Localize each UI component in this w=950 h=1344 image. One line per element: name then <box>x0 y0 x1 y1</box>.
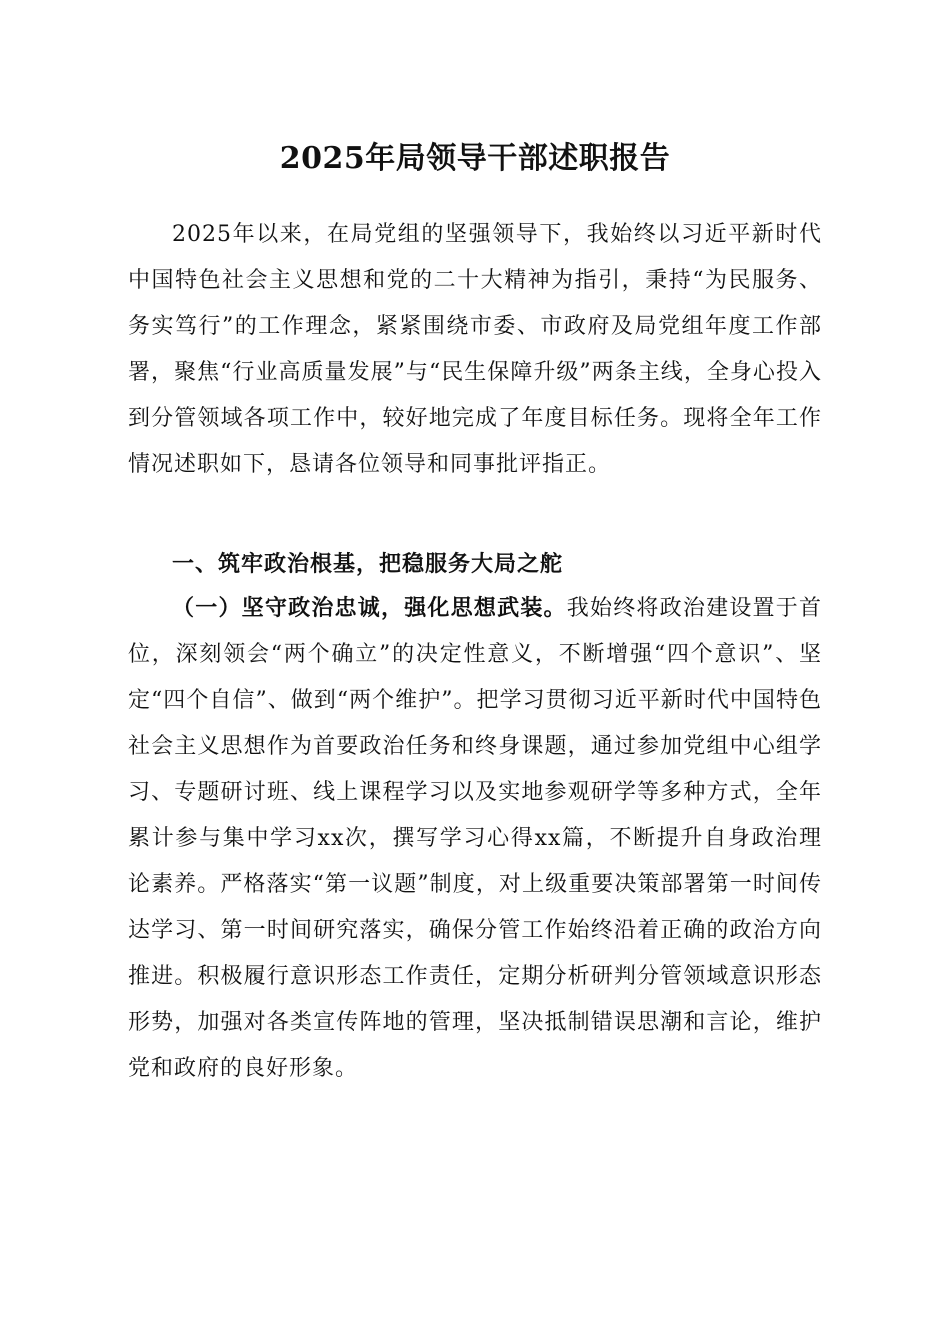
subsection-1-lead: （一）坚守政治忠诚，强化思想武装。 <box>172 596 567 621</box>
subsection-1-paragraph <box>128 586 822 1092</box>
intro-paragraph: 2025年以来，在局党组的坚强领导下，我始终以习近平新时代中国特色社会主义思想和党的二十大精神为指引，秉持“为民服务、务实笃行”的工作理念，紧紧围绕市委、市政府及局党组年度工作部署，聚焦“行业高质量发展”与“民生保障升级”两条主线，全身心投入到分管领域各项工作中，较好地完成了年度目标任务。现将全年工作情况述职如下，恳请各位领导和同事批评指正。 <box>128 222 822 477</box>
document-title: 2025年局领导干部述职报告 <box>279 141 671 176</box>
subsection-1-body: 我始终将政治建设置于首位，深刻领会“两个确立”的决定性意义，不断增强“四个意识”、坚定“四个自信”、做到“两个维护”。把学习贯彻习近平新时代中国特色社会主义思想作为首要政治任务和终身课题，通过参加党组中心组学习、专题研讨班、线上课程学习以及实地参观研学等多种方式，全年累计参与集中学习xx次，撰写学习心得xx篇，不断提升自身政治理论素养。严格落实“第一议题”制度，对上级重要决策部署第一时间传达学习、第一时间研究落实，确保分管工作始终沿着正确的政治方向推进。积极履行意识形态工作责任，定期分析研判分管领域意识形态形势，加强对各类宣传阵地的管理，坚决抵制错误思潮和言论，维护党和政府的良好形象。 <box>128 596 822 1081</box>
section-1-heading: 一、筑牢政治根基，把稳服务大局之舵 <box>172 552 564 577</box>
